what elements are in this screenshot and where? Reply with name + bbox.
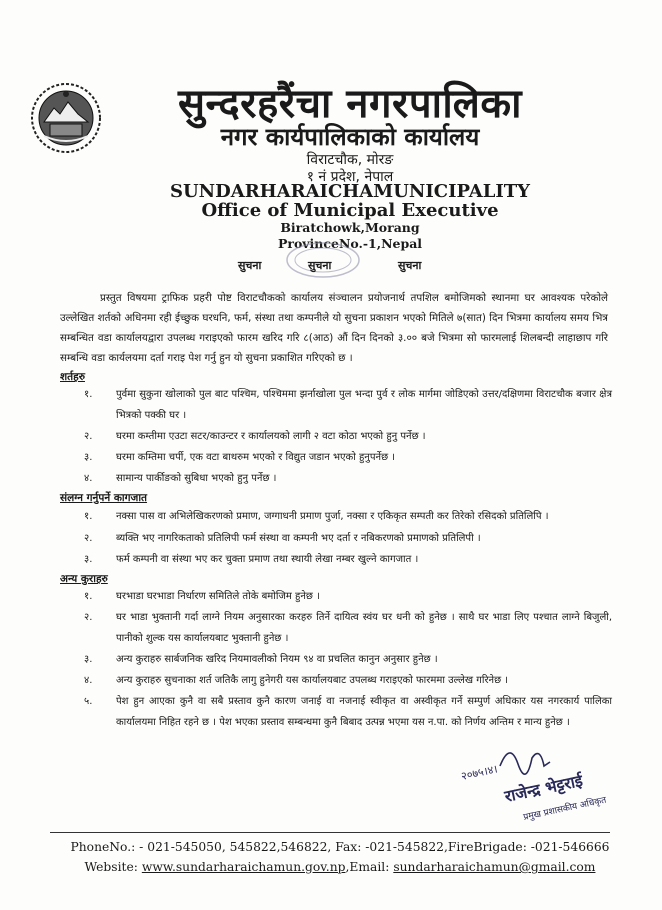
documents-heading: संलग्न गर्नुपर्ने कागजात [60, 492, 148, 504]
intro-paragraph: प्रस्तुत विषयमा ट्राफिक प्रहरी पोष्ट विराटचौकको कार्यालय संञ्चालन प्रयोजनार्थ तपशिल बमोजिमको स्थानमा घर आवश्यक परेकोले उल्लेखित शर्तको अधिनमा रही ईच्छुक घरधनि, फर्म, संस्था तथा कम्पनीले यो सुचना प्रकाशन भएको मितिले ७(सात) दिन भित्रमा कार्यालय समय भित्र सम्बन्धित वडा कार्यालयद्वारा उपलब्ध गराइएको फारम खरिद गरि ८(आठ) औं दिन दिनको ३.०० बजे भित्रमा सो फारमलाई शिलबन्दी लाहाछाप गरि सम्बन्धि वडा कार्यलयमा दर्ता गराइ पेश गर्नु हुन यो सुचना प्रकाशित गरिएको छ । [60, 292, 608, 364]
signatory-designation: प्रमुख प्रशासकीय अधिकृत [522, 795, 608, 823]
office-name-np: नगर कार्यपालिकाको कार्यालय [220, 122, 480, 151]
address-line1-en: Biratchowk,Morang [280, 220, 420, 235]
municipality-emblem-icon [30, 82, 102, 154]
list-item: ५. पेश हुन आएका कुनै वा सबै प्रस्ताव कुनै कारण जनाई वा नजनाई स्वीकृत वा अस्वीकृत गर्ने सम्पुर्ण अधिकार यस नगरकार्य पालिका कार्यालयमा निहित रहने छ । पेश भएका प्रस्ताव सम्बन्धमा कुनै बिबाद उत्पन्न भएमा यस न.पा. को निर्णय अन्तिम र मान्य हुनेछ । [84, 696, 612, 728]
footer-web: Website: www.sundarharaichamun.gov.np,Email: sundarharaichamun@gmail.com [84, 860, 596, 874]
municipality-name-np: सुन्दरहरैंचा नगरपालिका [177, 80, 522, 127]
list-item: ३. घरमा कम्तिमा चर्पी, एक वटा बाथरुम भएको र विद्युत जडान भएको हुनुपर्नेछ । [84, 452, 396, 463]
website-link[interactable]: www.sundarharaichamun.gov.np [141, 860, 346, 874]
list-item: १. पुर्वमा सुकुना खोलाको पुल बाट पश्चिम, पश्चिममा झर्नाखोला पुल भन्दा पुर्व र लोक मार्गमा जोडिएको उत्तर/दक्षिणमा विराटचौक बजार क्षेत्र भित्रको पक्की घर । [84, 389, 612, 421]
signature-block [440, 736, 640, 836]
list-item: २. ब्यक्ति भए नागरिकताको प्रतिलिपी फर्म संस्था वा कम्पनी भए दर्ता र नबिकरणको प्रमाणको प्रतिलिपी । [84, 533, 481, 544]
list-item: ३. अन्य कुराहरु सार्बजनिक खरिद नियमावलीको नियम ९४ वा प्रचलित कानुन अनुसार हुनेछ । [84, 654, 438, 665]
address-line2-en: ProvinceNo.-1,Nepal [277, 236, 423, 251]
list-item: ३. फर्म कम्पनी वा संस्था भए कर चुक्ता प्रमाण तथा स्थायी लेखा नम्बर खुल्ने कागजात । [84, 554, 419, 565]
notice-label-center: सुचना [308, 259, 332, 272]
footer-contact: PhoneNo.: - 021-545050, 545822,546822, Fax: -021-545822,FireBrigade: -021-546666 [70, 840, 610, 854]
office-name-en: Office of Municipal Executive [201, 200, 499, 221]
notice-label-right: सुचना [398, 259, 422, 272]
conditions-heading: शर्तहरु [60, 371, 85, 383]
list-item: १. घरभाडा घरभाडा निर्धारण समितिले तोके बमोजिम हुनेछ । [84, 591, 320, 602]
notice-label-left: सुचना [238, 259, 262, 272]
list-item: २. घरमा कम्तीमा एउटा सटर/काउन्टर र कार्यालयको लागी २ वटा कोठा भएको हुनु पर्नेछ । [84, 431, 426, 442]
signatory-name: राजेन्द्र भेट्टराई [502, 770, 585, 806]
list-item: १. नक्सा पास वा अभिलेखिकरणको प्रमाण, जग्गाधनी प्रमाण पुर्जा, नक्सा र एकिकृत सम्पती कर तिरेको रसिदको प्रतिलिपि । [84, 511, 549, 522]
list-item: ४. अन्य कुराहरु सुचनाका शर्त जतिकै लागु हुनेगरी यस कार्यालयबाट उपलब्ध गराइएको फारममा उल्लेख गरिनेछ । [84, 675, 509, 686]
signature-date: २०७५।४। [459, 762, 499, 783]
footer-divider [50, 832, 610, 833]
list-item: ४. सामान्य पार्कीङको सुबिधा भएको हुनु पर्नेछ । [84, 473, 277, 484]
municipality-name-en: SUNDARHARAICHAMUNICIPALITY [169, 181, 531, 202]
list-item: २. घर भाडा भुक्तानी गर्दा लाग्ने नियम अनुसारका करहरु तिर्ने दायित्व स्वंय घर धनी को हुनेछ । साथै घर भाडा लिए पश्चात लाग्ने बिजुली, पानीको शुल्क यस कार्यालयबाट भुक्तानी हुनेछ । [84, 612, 612, 644]
address-line1-np: विराटचौक, मोरङ [306, 152, 394, 168]
other-terms-heading: अन्य कुराहरु [60, 573, 108, 585]
address-line2-np: १ नं प्रदेश, नेपाल [306, 169, 394, 185]
email-link[interactable]: sundarharaichamun@gmail.com [393, 860, 596, 874]
